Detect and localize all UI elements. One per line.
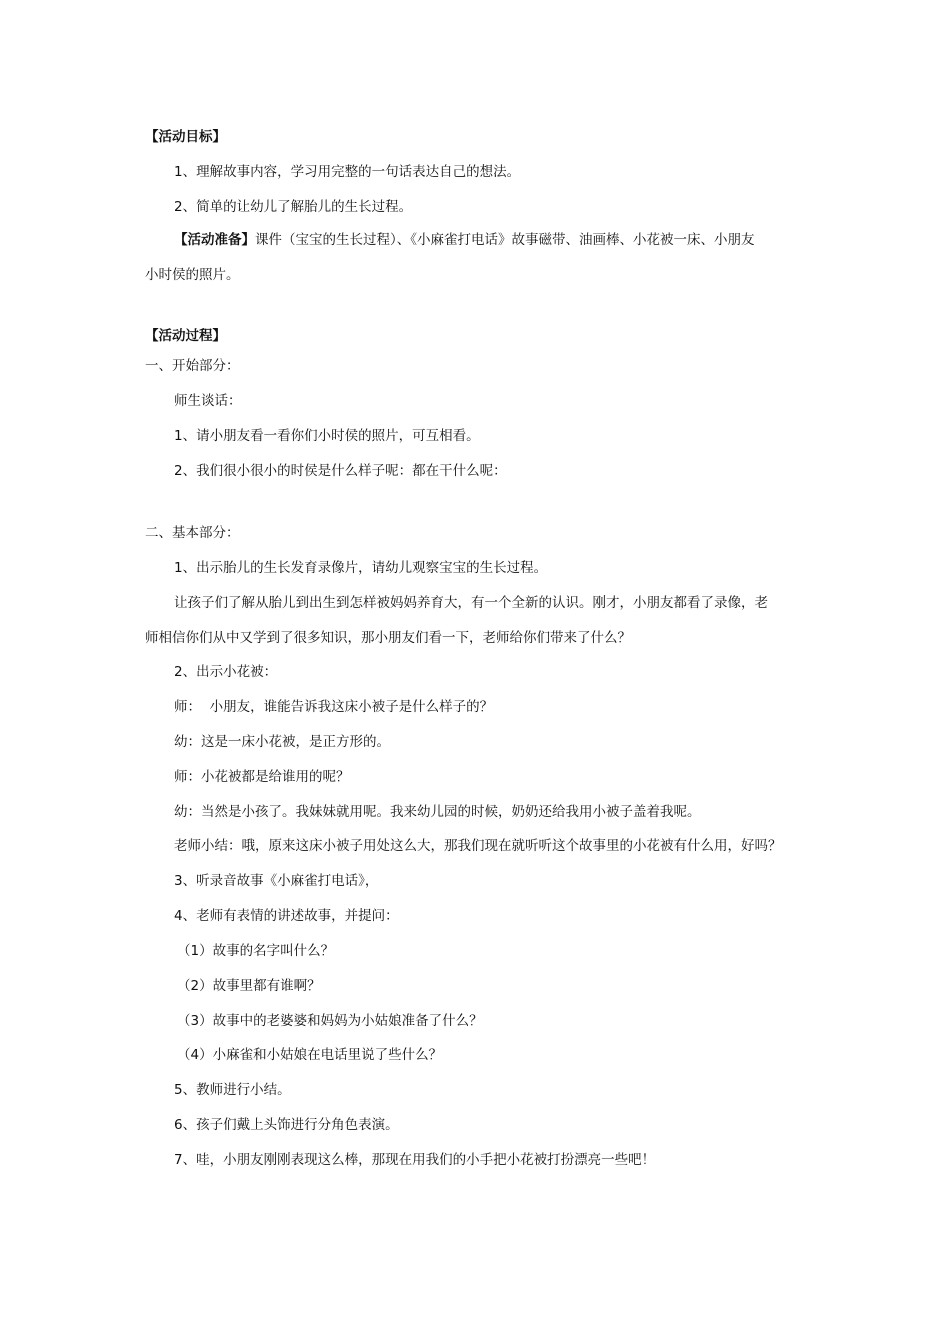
goals-heading: 【活动目标】 [145, 129, 226, 145]
part2-line: 师： 小朋友，谁能告诉我这床小被子是什么样子的？ [174, 699, 494, 715]
part2-line: 老师小结：哦，原来这床小被子用处这么大，那我们现在就听听这个故事里的小花被有什么用，好吗？ [174, 838, 782, 854]
part1-item: 1、请小朋友看一看你们小时侯的照片，可互相看。 [174, 428, 480, 444]
part2-line: （4）小麻雀和小姑娘在电话里说了些什么？ [177, 1047, 443, 1063]
part2-line: 7、哇，小朋友刚刚表现这么棒，那现在用我们的小手把小花被打扮漂亮一些吧！ [174, 1152, 656, 1168]
part2-line: （3）故事中的老婆婆和妈妈为小姑娘准备了什么？ [177, 1013, 483, 1029]
process-heading: 【活动过程】 [145, 328, 226, 344]
prep-heading: 【活动准备】 [174, 232, 255, 248]
part2-line: 师：小花被都是给谁用的呢？ [174, 769, 350, 785]
part2-line: 幼：这是一床小花被，是正方形的。 [174, 734, 390, 750]
part2-line: 让孩子们了解从胎儿到出生到怎样被妈妈养育大，有一个全新的认识。刚才，小朋友都看了录像，老 [174, 595, 768, 611]
part2-line: 4、老师有表情的讲述故事，并提问： [174, 908, 399, 924]
prep-paragraph-line: 小时侯的照片。 [145, 267, 240, 283]
part2-line: 师相信你们从中又学到了很多知识，那小朋友们看一下，老师给你们带来了什么？ [145, 630, 631, 646]
part2-line: 3、听录音故事《小麻雀打电话》， [174, 873, 379, 889]
part1-subtitle: 师生谈话： [174, 393, 242, 409]
part1-title: 一、开始部分： [145, 358, 240, 374]
part2-line: 6、孩子们戴上头饰进行分角色表演。 [174, 1117, 399, 1133]
part2-line: （1）故事的名字叫什么？ [177, 943, 335, 959]
goal-item: 1、理解故事内容，学习用完整的一句话表达自己的想法。 [174, 164, 521, 180]
part1-item: 2、我们很小很小的时侯是什么样子呢：都在干什么呢： [174, 463, 507, 479]
goal-item: 2、简单的让幼儿了解胎儿的生长过程。 [174, 199, 413, 215]
part2-line: 幼：当然是小孩了。我妹妹就用呢。我来幼儿园的时候，奶奶还给我用小被子盖着我呢。 [174, 804, 701, 820]
part2-line: （2）故事里都有谁啊？ [177, 978, 321, 994]
part2-line: 1、出示胎儿的生长发育录像片，请幼儿观察宝宝的生长过程。 [174, 560, 548, 576]
prep-text: 课件（宝宝的生长过程）、《小麻雀打电话》故事磁带、油画棒、小花被一床、小朋友 [255, 232, 755, 248]
part2-title: 二、基本部分： [145, 525, 240, 541]
part2-line: 5、教师进行小结。 [174, 1082, 291, 1098]
prep-paragraph-line [174, 231, 755, 249]
part2-line: 2、出示小花被： [174, 664, 278, 680]
